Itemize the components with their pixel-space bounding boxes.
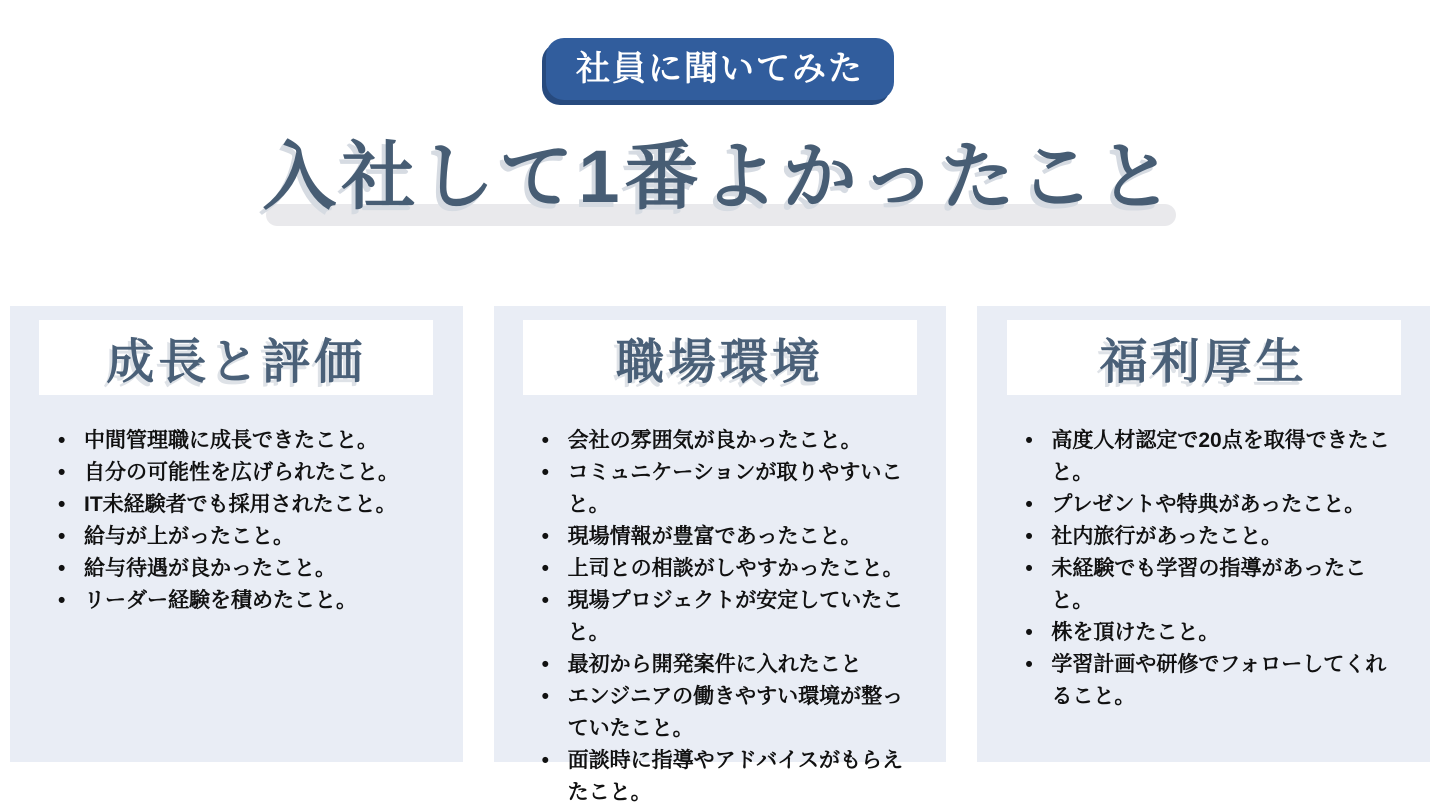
list-item: • リーダー経験を積めたこと。 bbox=[56, 585, 437, 617]
list-item: • 最初から開発案件に入れたこと bbox=[540, 649, 921, 681]
list-item: • 自分の可能性を広げられたこと。 bbox=[56, 457, 437, 489]
column-header-box bbox=[1007, 320, 1401, 395]
column-header: 成長と評価 bbox=[106, 336, 367, 389]
column-welfare-benefits bbox=[977, 306, 1430, 762]
badge bbox=[546, 38, 894, 100]
list-item: • 現場情報が豊富であったこと。 bbox=[540, 521, 921, 553]
bullet-list bbox=[977, 425, 1430, 713]
title-row bbox=[0, 124, 1440, 230]
page-title bbox=[262, 124, 1177, 230]
list-item: • 未経験でも学習の指導があったこと。 bbox=[1023, 553, 1404, 617]
list-item: • 給与が上がったこと。 bbox=[56, 521, 437, 553]
list-item: • 給与待遇が良かったこと。 bbox=[56, 553, 437, 585]
list-item: • 学習計画や研修でフォローしてくれること。 bbox=[1023, 649, 1404, 713]
column-header: 職場環境 bbox=[615, 336, 824, 389]
list-item: • エンジニアの働きやすい環境が整っていたこと。 bbox=[540, 681, 921, 745]
column-header-box bbox=[39, 320, 433, 395]
list-item: • 面談時に指導やアドバイスがもらえたこと。 bbox=[540, 745, 921, 809]
list-item: • 会社の雰囲気が良かったこと。 bbox=[540, 425, 921, 457]
page-title-text: 入社して1番よかったこと bbox=[262, 135, 1178, 218]
list-item: • プレゼントや特典があったこと。 bbox=[1023, 489, 1404, 521]
column-header-box bbox=[523, 320, 917, 395]
list-item: • 高度人材認定で20点を取得できたこと。 bbox=[1023, 425, 1404, 489]
bullet-list bbox=[10, 425, 463, 617]
column-header: 福利厚生 bbox=[1099, 336, 1308, 389]
list-item: • 株を頂けたこと。 bbox=[1023, 617, 1404, 649]
list-item: • 現場プロジェクトが安定していたこと。 bbox=[540, 585, 921, 649]
list-item: • 中間管理職に成長できたこと。 bbox=[56, 425, 437, 457]
badge-label: 社員に聞いてみた bbox=[576, 50, 864, 88]
column-workplace-environment bbox=[494, 306, 947, 804]
bullet-list bbox=[494, 425, 947, 809]
list-item: • 社内旅行があったこと。 bbox=[1023, 521, 1404, 553]
list-item: • 上司との相談がしやすかったこと。 bbox=[540, 553, 921, 585]
list-item: • コミュニケーションが取りやすいこと。 bbox=[540, 457, 921, 521]
list-item: • IT未経験者でも採用されたこと。 bbox=[56, 489, 437, 521]
columns-container bbox=[10, 306, 1430, 804]
column-growth-evaluation bbox=[10, 306, 463, 762]
